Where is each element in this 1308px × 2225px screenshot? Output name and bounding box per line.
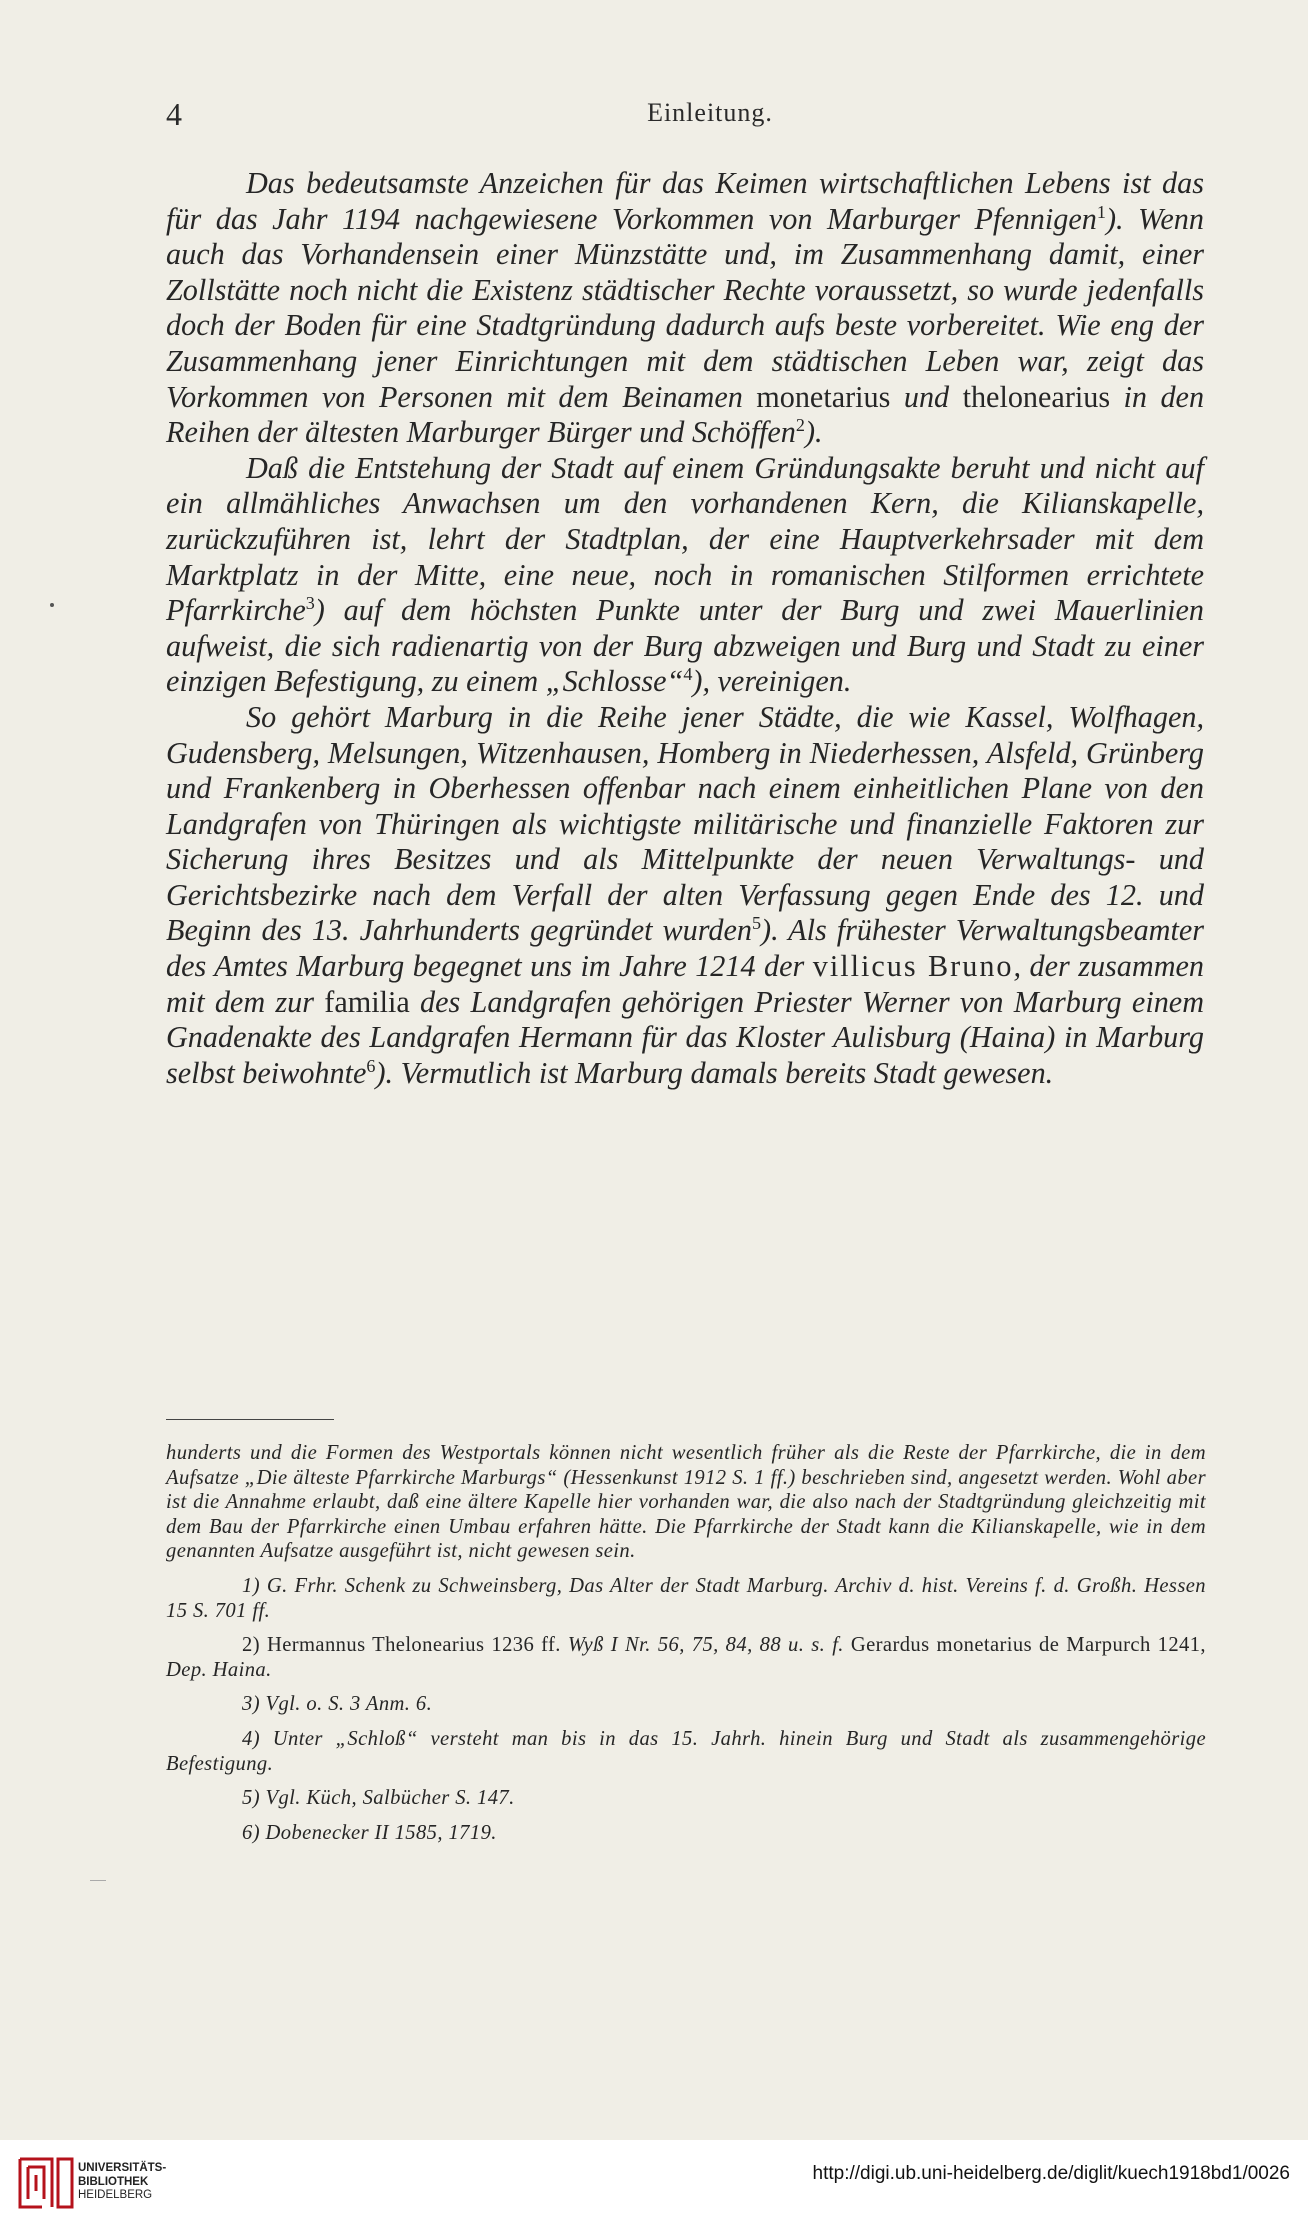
footnote-ref-1[interactable]: 1 [1096, 201, 1106, 222]
source-url-link[interactable]: http://digi.ub.uni-heidelberg.de/diglit/kuech1918bd1/0026 [812, 2163, 1290, 2184]
paragraph-3: So gehört Marburg in die Reihe jener Städte, die wie Kassel, Wolfhagen, Gudensberg, Melsungen, Witzenhausen, Homberg in Niederhessen, Alsfeld, Grünberg und Frankenberg in Oberhessen offenbar nach einem einheitlichen Plane von den Landgrafen von Thüringen als wichtigste militärische und finanzielle Faktoren zur Sicherung ihres Besitzes und als Mittelpunkte der neuen Verwaltungs- und Gerichtsbezirke nach dem Verfall der alten Verfassung gegen Ende des 12. und Beginn des 13. Jahrhunderts gegründet wurden$^5$). Als frühester Verwaltungsbeamter des Amtes Marburg begegnet uns im Jahre 1214 der villicus Bruno, der zusammen mit dem zur familia des Landgrafen gehörigen Priester Werner von Marburg einem Gnadenakte des Landgrafen Hermann für das Kloster Aulisburg (Haina) in Marburg selbst beiwohnte$^6$). Vermutlich ist Marburg damals bereits Stadt gewesen. [166, 699, 1204, 1090]
footnote-5: 5) Vgl. Küch, Salbücher S. 147. [242, 1787, 515, 1810]
footnote-4: 4) Unter „Schloß“ versteht man bis in das 15. Jahrh. hinein Burg und Stadt als zusammengehörige Befestigung. [166, 1727, 1206, 1775]
paragraph-1: Das bedeutsamste Anzeichen für das Keimen wirtschaftlichen Lebens ist das für das Jahr 1194 nachgewiesene Vorkommen von Marburger Pfennigen$^1$). Wenn auch das Vorhandensein einer Münzstätte und, im Zusammenhang damit, einer Zollstätte noch nicht die Existenz städtischer Rechte voraussetzt, so wurde jedenfalls doch der Boden für eine Stadtgründung dadurch aufs beste vorbereitet. Wie eng der Zusammenhang jener Einrichtungen mit dem städtischen Leben war, zeigt das Vorkommen von Personen mit dem Beinamen monetarius und thelonearius in den Reihen der ältesten Marburger Bürger und Schöffen$^2$). [166, 166, 1205, 450]
margin-mark [90, 1880, 106, 1881]
footnote-ref-4[interactable]: 4 [683, 664, 693, 685]
footnote-separator [166, 1419, 334, 1420]
footnote-1: 1) G. Frhr. Schenk zu Schweinsberg, Das Alter der Stadt Marburg. Archiv d. hist. Vereins f. d. Großh. Hessen 15 S. 701 ff. [166, 1574, 1206, 1622]
footnote-ref-3[interactable]: 3 [305, 593, 315, 614]
library-name: UNIVERSITÄTS- BIBLIOTHEK HEIDELBERG [78, 2162, 167, 2201]
scan-speck [50, 603, 54, 607]
footnote-3: 3) Vgl. o. S. 3 Anm. 6. [242, 1693, 433, 1716]
footnote-ref-5[interactable]: 5 [751, 913, 762, 934]
footnotes [166, 1441, 1206, 1845]
running-head: Einleitung. [647, 98, 773, 127]
footnote-ref-6[interactable]: 6 [366, 1055, 376, 1076]
page-number: 4 [166, 96, 182, 132]
footnote-6: 6) Dobenecker II 1585, 1719. [242, 1821, 497, 1844]
footnote-ref-2[interactable]: 2 [795, 415, 805, 436]
term-thelonearius: thelonearius [962, 379, 1111, 414]
term-villicus-bruno: villicus Bruno [812, 949, 1014, 984]
footnote-continuation: hunderts und die Formen des Westportals können nicht wesentlich früher als die Reste der Pfarrkirche, die in dem Aufsatze „Die älteste Pfarrkirche Marburgs“ (Hessenkunst 1912 S. 1 ff.) beschrieben sind, angesetzt werden. Wohl aber ist die Annahme erlaubt, daß eine ältere Kapelle hier vorhanden war, die also nach der Stadtgründung gleichzeitig mit dem Bau der Pfarrkirche einen Umbau erfahren hätte. Die Pfarrkirche der Stadt kann die Kilianskapelle, wie in dem genannten Aufsatze ausgeführt ist, nicht gewesen sein. [166, 1442, 1206, 1563]
term-monetarius: monetarius [756, 379, 891, 414]
footnote-2: 2) Hermannus Thelonearius 1236 ff. Wyß I Nr. 56, 75, 84, 88 u. s. f. Gerardus monetarius de Marpurch 1241, Dep. Haina. [166, 1634, 1206, 1681]
main-text [166, 166, 1204, 1091]
term-familia: familia [324, 984, 410, 1019]
paragraph-2: Daß die Entstehung der Stadt auf einem Gründungsakte beruht und nicht auf ein allmähliches Anwachsen um den vorhandenen Kern, die Kilianskapelle, zurückzuführen ist, lehrt der Stadtplan, der eine Hauptverkehrsader mit dem Marktplatz in der Mitte, eine neue, noch in romanischen Stilformen errichtete Pfarrkirche$^3$) auf dem höchsten Punkte unter der Burg und zwei Mauerlinien aufweist, die sich radienartig von der Burg abzweigen und Burg und Stadt zu einer einzigen Befestigung, zu einem „Schlosse“$^4$), vereinigen. [166, 450, 1204, 699]
